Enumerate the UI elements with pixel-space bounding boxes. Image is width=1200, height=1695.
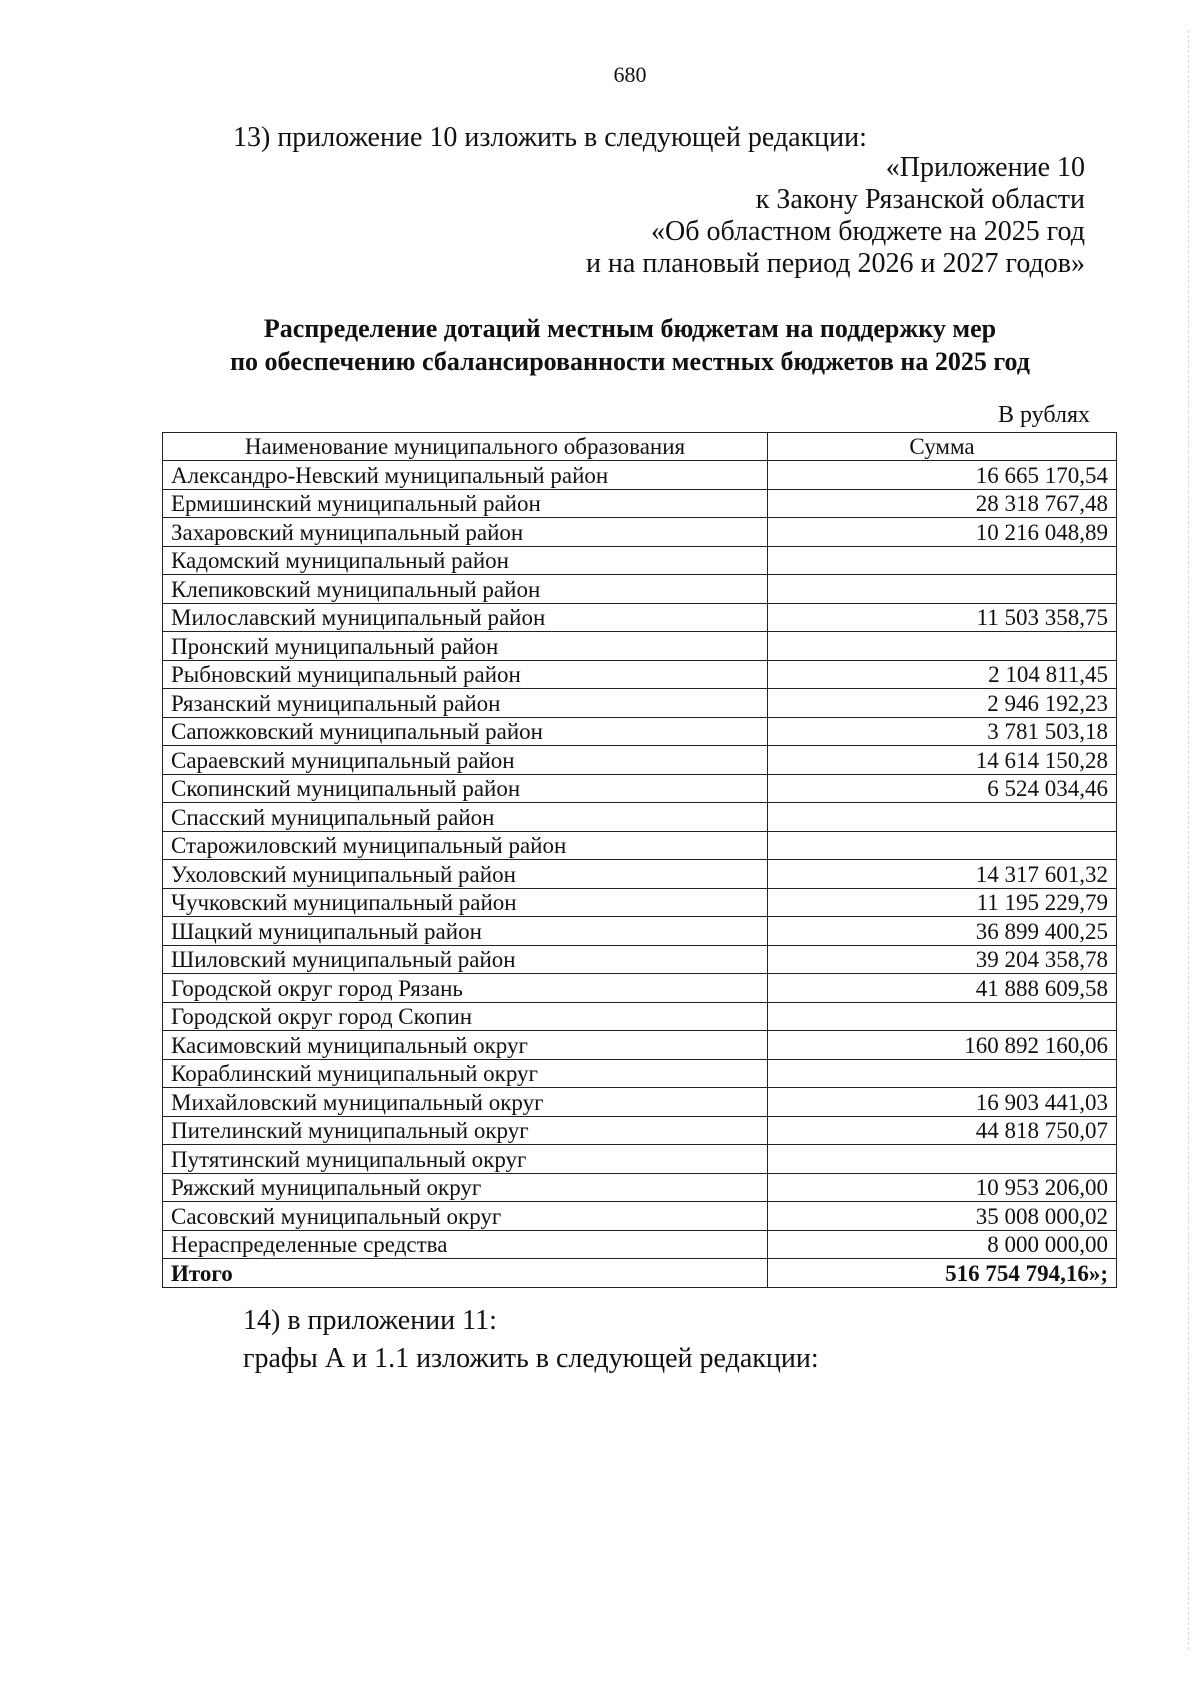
subsidy-amount: 160 892 160,06 (768, 1031, 1117, 1060)
next-item-text: графы А и 1.1 изложить в следующей редакции: (243, 1343, 819, 1374)
municipality-name: Городской округ город Рязань (163, 974, 768, 1003)
municipality-name: Клепиковский муниципальный район (163, 575, 768, 604)
table-row (163, 603, 1117, 632)
appendix-line-4: и на плановый период 2026 и 2027 годов» (585, 248, 1085, 279)
municipality-name: Нераспределенные средства (163, 1230, 768, 1259)
page-number: 680 (613, 62, 647, 87)
subsidy-amount: 28 318 767,48 (768, 489, 1117, 518)
table-row (163, 1145, 1117, 1174)
subsidy-amount: 16 665 170,54 (768, 461, 1117, 490)
scan-edge-artifact (1188, 30, 1192, 1650)
subsidy-amount (768, 803, 1117, 832)
municipality-name: Городской округ город Скопин (163, 1002, 768, 1031)
table-row (163, 717, 1117, 746)
municipality-name: Ермишинский муниципальный район (163, 489, 768, 518)
table-row (163, 575, 1117, 604)
title-line-1: Распределение дотаций местным бюджетам на поддержку мер (263, 314, 997, 343)
subsidy-amount: 2 946 192,23 (768, 689, 1117, 718)
subsidy-amount (768, 632, 1117, 661)
table-row (163, 1002, 1117, 1031)
subsidy-amount: 11 503 358,75 (768, 603, 1117, 632)
table-row (163, 632, 1117, 661)
table-header-row (163, 433, 1117, 461)
next-item-heading: 14) в приложении 11: (243, 1305, 497, 1336)
municipality-name: Ухоловский муниципальный район (163, 860, 768, 889)
municipality-name: Сапожковский муниципальный район (163, 717, 768, 746)
table-row (163, 689, 1117, 718)
municipality-name: Пителинский муниципальный округ (163, 1116, 768, 1145)
subsidy-amount (768, 1002, 1117, 1031)
municipality-name: Старожиловский муниципальный район (163, 831, 768, 860)
subsidy-amount: 35 008 000,02 (768, 1202, 1117, 1231)
municipality-name: Шиловский муниципальный район (163, 945, 768, 974)
municipality-name: Рязанский муниципальный район (163, 689, 768, 718)
municipality-name: Милославский муниципальный район (163, 603, 768, 632)
table-row (163, 1088, 1117, 1117)
subsidy-amount: 3 781 503,18 (768, 717, 1117, 746)
subsidy-amount: 16 903 441,03 (768, 1088, 1117, 1117)
table-row (163, 974, 1117, 1003)
subsidy-amount: 6 524 034,46 (768, 774, 1117, 803)
municipality-name: Сасовский муниципальный округ (163, 1202, 768, 1231)
table-row (163, 746, 1117, 775)
table-row (163, 1202, 1117, 1231)
column-header-name: Наименование муниципального образования (163, 433, 768, 461)
column-header-amount: Сумма (768, 433, 1117, 461)
table-row (163, 803, 1117, 832)
table-row (163, 860, 1117, 889)
subsidy-amount: 44 818 750,07 (768, 1116, 1117, 1145)
subsidy-amount (768, 831, 1117, 860)
table-row (163, 917, 1117, 946)
municipality-name: Скопинский муниципальный район (163, 774, 768, 803)
table-row (163, 546, 1117, 575)
table-total-row (163, 1259, 1117, 1288)
table-row (163, 831, 1117, 860)
subsidy-amount (768, 546, 1117, 575)
municipality-name: Чучковский муниципальный район (163, 888, 768, 917)
table-row (163, 888, 1117, 917)
municipality-name: Пронский муниципальный район (163, 632, 768, 661)
total-label: Итого (163, 1259, 768, 1288)
subsidy-amount (768, 1059, 1117, 1088)
subsidy-amount: 14 317 601,32 (768, 860, 1117, 889)
appendix-line-1: «Приложение 10 (885, 152, 1085, 183)
subsidy-amount: 14 614 150,28 (768, 746, 1117, 775)
subsidy-amount: 11 195 229,79 (768, 888, 1117, 917)
title-line-2: по обеспечению сбалансированности местных бюджетов на 2025 год (230, 347, 1030, 376)
subsidy-amount (768, 575, 1117, 604)
subsidy-amount: 10 216 048,89 (768, 518, 1117, 547)
subsidy-amount: 2 104 811,45 (768, 660, 1117, 689)
table-row (163, 1059, 1117, 1088)
total-amount: 516 754 794,16»; (768, 1259, 1117, 1288)
municipality-name: Шацкий муниципальный район (163, 917, 768, 946)
appendix-reference (586, 152, 1085, 280)
document-title (90, 312, 1170, 378)
table-row (163, 1230, 1117, 1259)
table-row (163, 518, 1117, 547)
item-heading: 13) приложение 10 изложить в следующей редакции: (233, 122, 867, 153)
municipality-name: Захаровский муниципальный район (163, 518, 768, 547)
municipality-name: Ряжский муниципальный округ (163, 1173, 768, 1202)
table-row (163, 1173, 1117, 1202)
table-row (163, 660, 1117, 689)
municipality-name: Спасский муниципальный район (163, 803, 768, 832)
table-row (163, 461, 1117, 490)
appendix-line-2: к Закону Рязанской области (755, 184, 1085, 215)
subsidy-amount (768, 1145, 1117, 1174)
table-row (163, 1031, 1117, 1060)
municipality-name: Рыбновский муниципальный район (163, 660, 768, 689)
table-row (163, 945, 1117, 974)
municipality-name: Кораблинский муниципальный округ (163, 1059, 768, 1088)
municipality-name: Александро-Невский муниципальный район (163, 461, 768, 490)
municipality-name: Михайловский муниципальный округ (163, 1088, 768, 1117)
table-row (163, 1116, 1117, 1145)
units-label: В рублях (997, 402, 1090, 428)
subsidy-amount: 36 899 400,25 (768, 917, 1117, 946)
subsidy-table (162, 432, 1117, 1288)
table-row (163, 774, 1117, 803)
table-row (163, 489, 1117, 518)
appendix-line-3: «Об областном бюджете на 2025 год (651, 216, 1085, 247)
subsidy-amount: 39 204 358,78 (768, 945, 1117, 974)
subsidy-amount: 41 888 609,58 (768, 974, 1117, 1003)
subsidy-amount: 10 953 206,00 (768, 1173, 1117, 1202)
subsidy-amount: 8 000 000,00 (768, 1230, 1117, 1259)
table-body (163, 461, 1117, 1259)
municipality-name: Путятинский муниципальный округ (163, 1145, 768, 1174)
municipality-name: Кадомский муниципальный район (163, 546, 768, 575)
municipality-name: Сараевский муниципальный район (163, 746, 768, 775)
municipality-name: Касимовский муниципальный округ (163, 1031, 768, 1060)
